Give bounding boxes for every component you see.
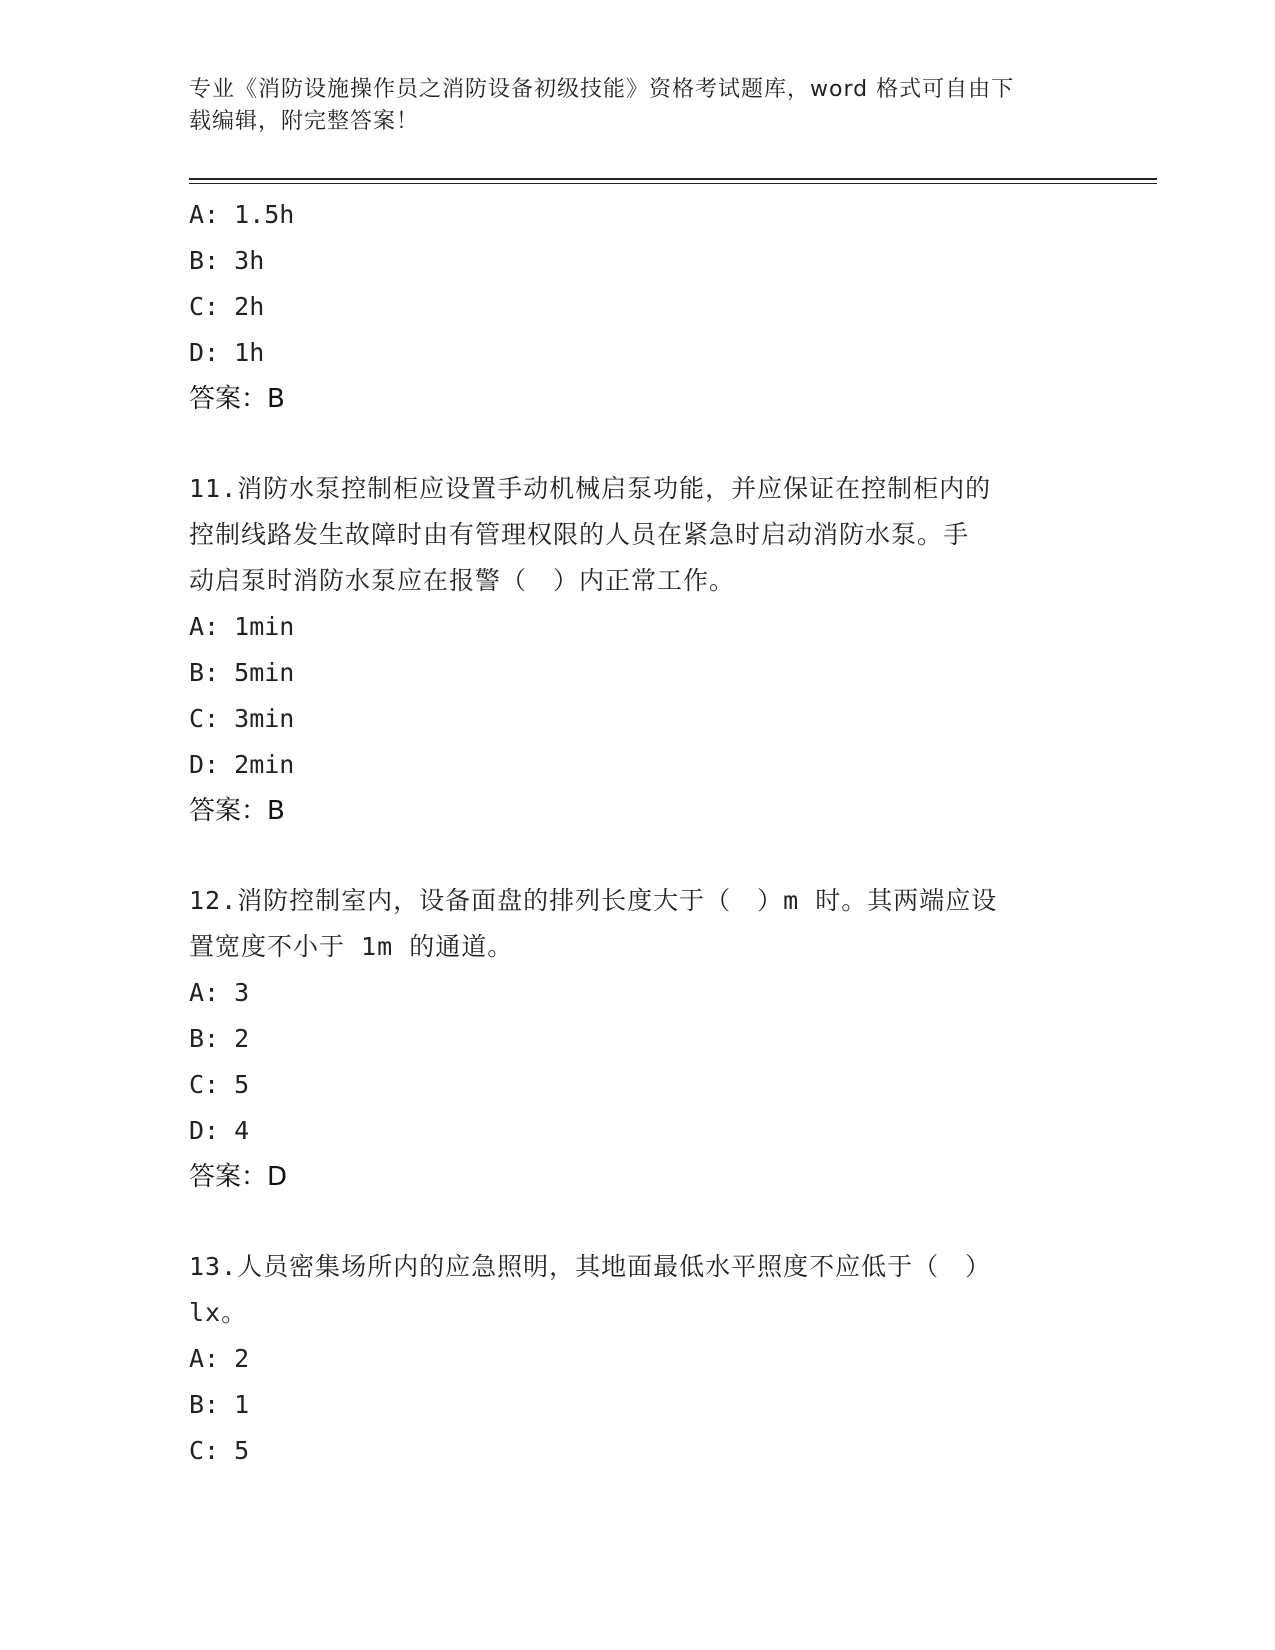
option-d: D: 1h [189,338,265,367]
option-b: B: 2 [189,1024,250,1053]
option-b: B: 1 [189,1390,250,1419]
option-a: A: 1.5h [189,200,295,229]
spacer [189,834,1089,878]
option-c: C: 3min [189,704,295,733]
question-stem [189,466,1069,604]
stem-line: lx。 [189,1298,248,1327]
option-c: C: 5 [189,1070,250,1099]
question-12 [189,878,1089,1200]
option-b: B: 5min [189,658,295,687]
answer-line: 答案：B [189,384,285,414]
stem-line: 动启泵时消防水泵应在报警（ ）内正常工作。 [189,566,736,595]
spacer [189,422,1089,466]
answer-line: 答案：B [189,796,285,826]
stem-line: 置宽度不小于 1m 的通道。 [189,932,514,961]
question-stem [189,1244,1069,1336]
stem-line: 13.人员密集场所内的应急照明，其地面最低水平照度不应低于（ ） [189,1252,992,1281]
document-header [189,74,1069,138]
question-stem [189,878,1069,970]
header-line-1: 专业《消防设施操作员之消防设备初级技能》资格考试题库，word 格式可自由下 [189,77,1015,102]
answer-line: 答案：D [189,1162,288,1192]
stem-line: 11.消防水泵控制柜应设置手动机械启泵功能，并应保证在控制柜内的 [189,474,992,503]
question-list [189,192,1089,1474]
option-d: D: 4 [189,1116,250,1145]
header-divider-thick [189,178,1157,180]
option-c: C: 2h [189,292,265,321]
stem-line: 控制线路发生故障时由有管理权限的人员在紧急时启动消防水泵。手 [189,520,970,549]
option-b: B: 3h [189,246,265,275]
question-11 [189,466,1089,834]
option-a: A: 2 [189,1344,250,1373]
header-line-2: 载编辑，附完整答案！ [189,109,420,134]
spacer [189,1200,1089,1244]
header-divider-thin [189,183,1157,184]
question-10 [189,192,1089,422]
option-c: C: 5 [189,1436,250,1465]
option-a: A: 1min [189,612,295,641]
option-d: D: 2min [189,750,295,779]
option-a: A: 3 [189,978,250,1007]
question-13 [189,1244,1089,1474]
stem-line: 12.消防控制室内，设备面盘的排列长度大于（ ）m 时。其两端应设 [189,886,998,915]
